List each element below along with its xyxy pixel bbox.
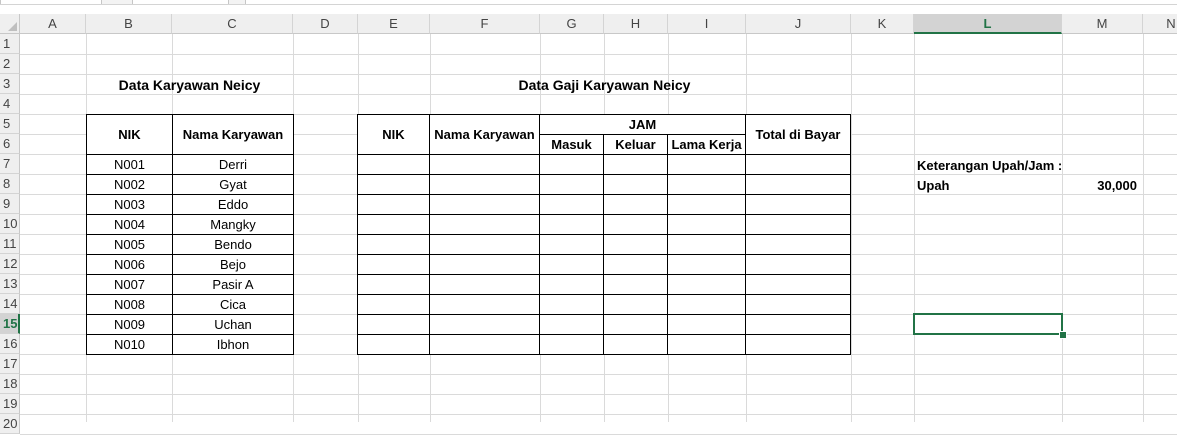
table2-cell-lama[interactable] [667, 174, 746, 195]
table2-cell-keluar[interactable] [603, 154, 668, 175]
table1-cell-nik[interactable]: N007 [86, 274, 173, 295]
row-header[interactable]: 14 [0, 294, 20, 314]
table2-cell-keluar[interactable] [603, 214, 668, 235]
table1-cell-nama[interactable]: Bejo [172, 254, 294, 275]
formula-bar-strip [0, 0, 1177, 5]
column-header[interactable]: A [20, 14, 86, 34]
table2-cell-nik[interactable] [357, 214, 430, 235]
row-header[interactable]: 1 [0, 34, 20, 54]
column-header[interactable]: F [430, 14, 540, 34]
table1-cell-nik[interactable]: N010 [86, 334, 173, 355]
table2-cell-masuk[interactable] [539, 254, 604, 275]
gridline-horizontal [20, 54, 1177, 55]
table1-cell-nik[interactable]: N005 [86, 234, 173, 255]
table2-cell-lama[interactable] [667, 314, 746, 335]
table1-cell-nama[interactable]: Pasir A [172, 274, 294, 295]
table2-header-nama[interactable]: Nama Karyawan [429, 114, 540, 155]
table2-cell-lama[interactable] [667, 194, 746, 215]
table2-cell-lama[interactable] [667, 234, 746, 255]
table2-cell-lama[interactable] [667, 254, 746, 275]
table2-cell-nama[interactable] [429, 294, 540, 315]
row-header[interactable]: 2 [0, 54, 20, 74]
table2-cell-nama[interactable] [429, 314, 540, 335]
gridline-vertical [1143, 34, 1144, 422]
table1-header-nama[interactable]: Nama Karyawan [172, 114, 294, 155]
column-header[interactable]: D [293, 14, 358, 34]
table2-cell-keluar[interactable] [603, 314, 668, 335]
table2-cell-lama[interactable] [667, 334, 746, 355]
active-cell-selection[interactable] [913, 313, 1063, 335]
table2-cell-nik[interactable] [357, 274, 430, 295]
function-box[interactable] [132, 0, 229, 4]
table1-cell-nama[interactable]: Eddo [172, 194, 294, 215]
column-header[interactable]: I [668, 14, 746, 34]
table2-header-masuk[interactable]: Masuk [539, 134, 604, 155]
column-header[interactable]: J [746, 14, 851, 34]
row-header[interactable]: 20 [0, 414, 20, 434]
row-header[interactable]: 4 [0, 94, 20, 114]
table1-cell-nik[interactable]: N008 [86, 294, 173, 315]
table2-cell-lama[interactable] [667, 154, 746, 175]
column-header[interactable]: L [914, 14, 1062, 34]
table2-cell-nama[interactable] [429, 334, 540, 355]
table2-header-lama[interactable]: Lama Kerja [667, 134, 746, 155]
table2-cell-masuk[interactable] [539, 194, 604, 215]
gridline-horizontal [20, 374, 1177, 375]
table2-cell-nama[interactable] [429, 254, 540, 275]
row-header[interactable]: 17 [0, 354, 20, 374]
gridline-vertical [914, 34, 915, 422]
table2-header-jam[interactable]: JAM [539, 114, 746, 135]
table2-cell-nik[interactable] [357, 154, 430, 175]
table2-cell-lama[interactable] [667, 294, 746, 315]
row-header[interactable]: 7 [0, 154, 20, 174]
formula-input[interactable] [245, 0, 1177, 4]
table2-cell-masuk[interactable] [539, 174, 604, 195]
gridline-horizontal [20, 414, 1177, 415]
row-header[interactable]: 13 [0, 274, 20, 294]
table2-cell-nik[interactable] [357, 174, 430, 195]
table1-cell-nama[interactable]: Derri [172, 154, 294, 175]
upah-label[interactable]: Upah [917, 177, 950, 193]
table2-cell-nama[interactable] [429, 194, 540, 215]
table2-cell-nik[interactable] [357, 294, 430, 315]
table1-title[interactable]: Data Karyawan Neicy [118, 76, 261, 93]
table2-cell-nik[interactable] [357, 234, 430, 255]
gridline-horizontal [20, 394, 1177, 395]
table2-cell-total[interactable] [745, 314, 851, 335]
upah-value[interactable]: 30,000 [1097, 177, 1137, 193]
table2-cell-masuk[interactable] [539, 154, 604, 175]
column-header[interactable]: H [604, 14, 668, 34]
row-header[interactable]: 16 [0, 334, 20, 354]
table1-cell-nama[interactable]: Gyat [172, 174, 294, 195]
table2-cell-masuk[interactable] [539, 294, 604, 315]
table1-cell-nik[interactable]: N003 [86, 194, 173, 215]
table1-cell-nama[interactable]: Mangky [172, 214, 294, 235]
table2-cell-total[interactable] [745, 274, 851, 295]
row-header[interactable]: 12 [0, 254, 20, 274]
table1-cell-nik[interactable]: N002 [86, 174, 173, 195]
table2-cell-nik[interactable] [357, 254, 430, 275]
table2-cell-total[interactable] [745, 214, 851, 235]
table2-title[interactable]: Data Gaji Karyawan Neicy [518, 76, 691, 93]
table2-cell-nik[interactable] [357, 334, 430, 355]
table2-cell-masuk[interactable] [539, 314, 604, 335]
table1-cell-nama[interactable]: Cica [172, 294, 294, 315]
table2-cell-keluar[interactable] [603, 194, 668, 215]
table1-header-nik[interactable]: NIK [86, 114, 173, 155]
gridline-vertical [851, 34, 852, 422]
table2-cell-nik[interactable] [357, 314, 430, 335]
table2-cell-total[interactable] [745, 294, 851, 315]
table2-cell-nama[interactable] [429, 154, 540, 175]
table2-cell-total[interactable] [745, 254, 851, 275]
row-header[interactable]: 11 [0, 234, 20, 254]
column-header[interactable]: M [1062, 14, 1143, 34]
table2-cell-masuk[interactable] [539, 334, 604, 355]
table2-header-total[interactable]: Total di Bayar [745, 114, 851, 155]
table2-cell-lama[interactable] [667, 274, 746, 295]
table1-cell-nama[interactable]: Bendo [172, 234, 294, 255]
row-header[interactable]: 3 [0, 74, 20, 94]
table1-cell-nama[interactable]: Ibhon [172, 334, 294, 355]
table2-cell-total[interactable] [745, 234, 851, 255]
table2-cell-masuk[interactable] [539, 274, 604, 295]
table2-cell-nama[interactable] [429, 234, 540, 255]
table2-cell-keluar[interactable] [603, 294, 668, 315]
table2-cell-total[interactable] [745, 174, 851, 195]
row-header[interactable]: 18 [0, 374, 20, 394]
table2-cell-total[interactable] [745, 334, 851, 355]
table2-cell-masuk[interactable] [539, 214, 604, 235]
table2-cell-lama[interactable] [667, 214, 746, 235]
table2-header-nik[interactable]: NIK [357, 114, 430, 155]
select-all-corner[interactable] [0, 14, 20, 34]
row-header[interactable]: 10 [0, 214, 20, 234]
table2-cell-keluar[interactable] [603, 234, 668, 255]
row-header[interactable]: 19 [0, 394, 20, 414]
name-box[interactable] [0, 0, 102, 4]
row-header[interactable]: 15 [0, 314, 20, 334]
table1-cell-nik[interactable]: N001 [86, 154, 173, 175]
table2-cell-masuk[interactable] [539, 234, 604, 255]
column-header[interactable]: C [172, 14, 293, 34]
row-header[interactable]: 6 [0, 134, 20, 154]
column-header[interactable]: K [851, 14, 914, 34]
keterangan-label[interactable]: Keterangan Upah/Jam : [917, 157, 1063, 173]
row-header[interactable]: 8 [0, 174, 20, 194]
table1-cell-nik[interactable]: N006 [86, 254, 173, 275]
table1-cell-nik[interactable]: N004 [86, 214, 173, 235]
table2-cell-nama[interactable] [429, 174, 540, 195]
gridline-vertical [1062, 34, 1063, 422]
table2-cell-total[interactable] [745, 154, 851, 175]
row-header[interactable]: 9 [0, 194, 20, 214]
table2-cell-keluar[interactable] [603, 174, 668, 195]
column-header[interactable]: G [540, 14, 604, 34]
table2-cell-keluar[interactable] [603, 334, 668, 355]
table1-cell-nama[interactable]: Uchan [172, 314, 294, 335]
table1-cell-nik[interactable]: N009 [86, 314, 173, 335]
table2-cell-nama[interactable] [429, 214, 540, 235]
row-header[interactable]: 5 [0, 114, 20, 134]
table2-cell-keluar[interactable] [603, 254, 668, 275]
column-header[interactable]: N [1143, 14, 1177, 34]
column-header[interactable]: E [358, 14, 430, 34]
fill-handle[interactable] [1059, 331, 1067, 339]
table2-cell-nik[interactable] [357, 194, 430, 215]
table2-cell-total[interactable] [745, 194, 851, 215]
column-header[interactable]: B [86, 14, 172, 34]
table2-header-keluar[interactable]: Keluar [603, 134, 668, 155]
table2-cell-keluar[interactable] [603, 274, 668, 295]
table2-cell-nama[interactable] [429, 274, 540, 295]
